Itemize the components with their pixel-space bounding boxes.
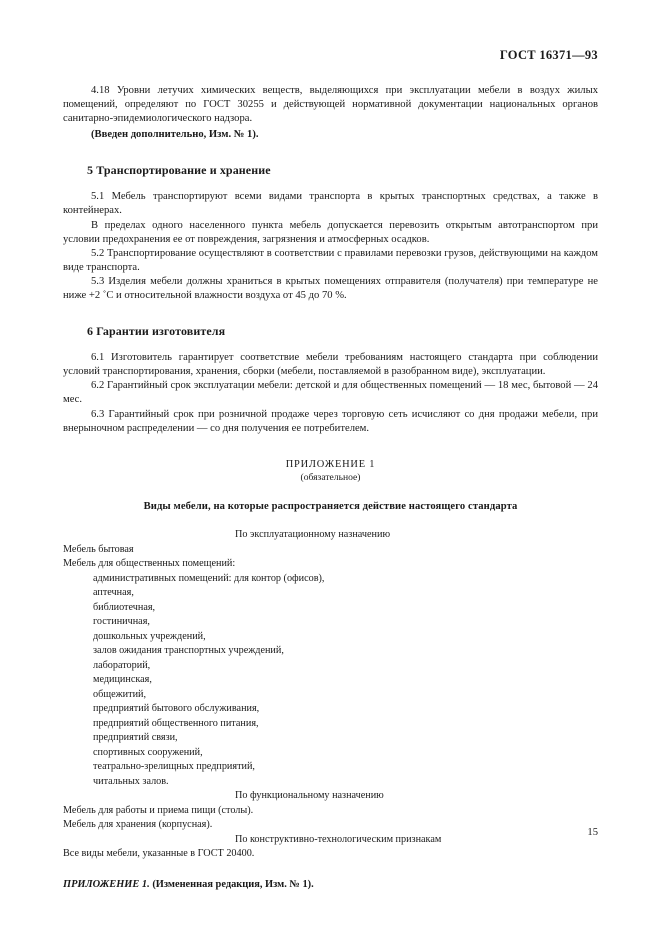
clause-5-3: 5.3 Изделия мебели должны храниться в крытых помещениях отправителя (получателя) при температуре не ниже +2 ˚С и относительной влажности воздуха от 45 до 70 %. <box>63 275 598 302</box>
spacer <box>63 142 598 162</box>
page-number: 15 <box>587 827 598 838</box>
appendix-title: ПРИЛОЖЕНИЕ 1 <box>285 459 376 470</box>
list-item: библиотечная, <box>93 601 156 613</box>
clause-6-3: 6.3 Гарантийный срок при розничной продаже через торговую сеть исчисляют со дня продажи мебели, при внерыночном распределении — со дня получения ее потребителем. <box>63 408 598 434</box>
spacer <box>63 303 598 323</box>
clause-5-2: 5.2 Транспортирование осуществляют в соответствии с правилами перевозки грузов, действующими на каждом виде транспорта. <box>63 247 598 273</box>
furniture-list-functional <box>63 804 598 833</box>
clause-6-1: 6.1 Изготовитель гарантирует соответствие мебели требованиям настоящего стандарта при соблюдении условий транспортирования, хранения, сборки (мебели, поставляемой в разобранном виде), эксплуатации. <box>63 352 598 378</box>
group-label-functional: По функциональному назначению <box>235 790 384 801</box>
list-item: общежитий, <box>93 688 147 700</box>
revision-note-text: (Измененная редакция, Изм. № 1). <box>152 878 314 890</box>
clause-5-1: 5.1 Мебель транспортируют всеми видами транспорта в крытых транспортных средствах, а также в контейнерах. <box>63 191 598 217</box>
spacer <box>63 514 598 528</box>
appendix-block <box>63 458 598 892</box>
group-label-operational: По эксплуатационному назначению <box>235 529 391 540</box>
main-text-column <box>63 84 598 436</box>
list-item: Мебель для общественных помещений: <box>63 558 236 569</box>
list-item: дошкольных учреждений, <box>93 630 206 642</box>
list-item: медицинская, <box>93 674 152 685</box>
list-item: Мебель для хранения (корпусная). <box>63 819 213 830</box>
appendix-heading: Виды мебели, на которые распространяется действие настоящего стандарта <box>143 501 518 512</box>
appendix-subtitle: (обязательное) <box>300 472 361 483</box>
clause-6-2: 6.2 Гарантийный срок эксплуатации мебели: детской и для общественных помещений — 18 мес, бытовой — 24 мес. <box>63 380 598 406</box>
appendix-revision-note <box>63 878 598 892</box>
spacer <box>63 339 598 351</box>
group-label-constructive: По конструктивно-технологическим признакам <box>235 833 442 845</box>
clause-4-18: 4.18 Уровни летучих химических веществ, выделяющихся при эксплуатации мебели в воздух жилых помещений, определяют по ГОСТ 30255 и действующей нормативной документации национальных органов санитарно-эпидемиологического надзора. <box>63 85 598 125</box>
section-6-heading: 6 Гарантии изготовителя <box>87 324 226 339</box>
list-item: театрально-зрелищных предприятий, <box>93 761 255 772</box>
list-item: предприятий общественного питания, <box>93 717 259 729</box>
list-item: гостиничная, <box>93 616 150 627</box>
running-header: ГОСТ 16371—93 <box>499 48 598 62</box>
revision-note-reference: ПРИЛОЖЕНИЕ 1. <box>63 878 150 890</box>
furniture-list-constructive <box>63 847 598 862</box>
spacer <box>63 178 598 190</box>
list-item: предприятий бытового обслуживания, <box>93 703 260 714</box>
list-item: предприятий связи, <box>93 732 178 743</box>
list-item: спортивных сооружений, <box>93 746 203 758</box>
clause-5-1-continued: В пределах одного населенного пункта мебель допускается перевозить открытым автотранспортом при условии предохранения ее от повреждения, загрязнения и атмосферных осадков. <box>63 219 598 245</box>
list-item: административных помещений: для контор (офисов), <box>93 572 325 584</box>
list-item: залов ожидания транспортных учреждений, <box>93 645 284 656</box>
list-item: Мебель бытовая <box>63 543 134 555</box>
note-4-18: (Введен дополнительно, Изм. № 1). <box>91 129 259 141</box>
spacer <box>63 484 598 500</box>
section-5-heading: 5 Транспортирование и хранение <box>87 163 271 178</box>
list-item: читальных залов. <box>93 775 169 787</box>
list-item: аптечная, <box>93 587 134 598</box>
list-item: Мебель для работы и приема пищи (столы). <box>63 804 254 816</box>
list-item: лабораторий, <box>93 659 151 671</box>
spacer <box>63 862 598 878</box>
furniture-list-operational <box>63 543 598 790</box>
list-item: Все виды мебели, указанные в ГОСТ 20400. <box>63 848 255 859</box>
